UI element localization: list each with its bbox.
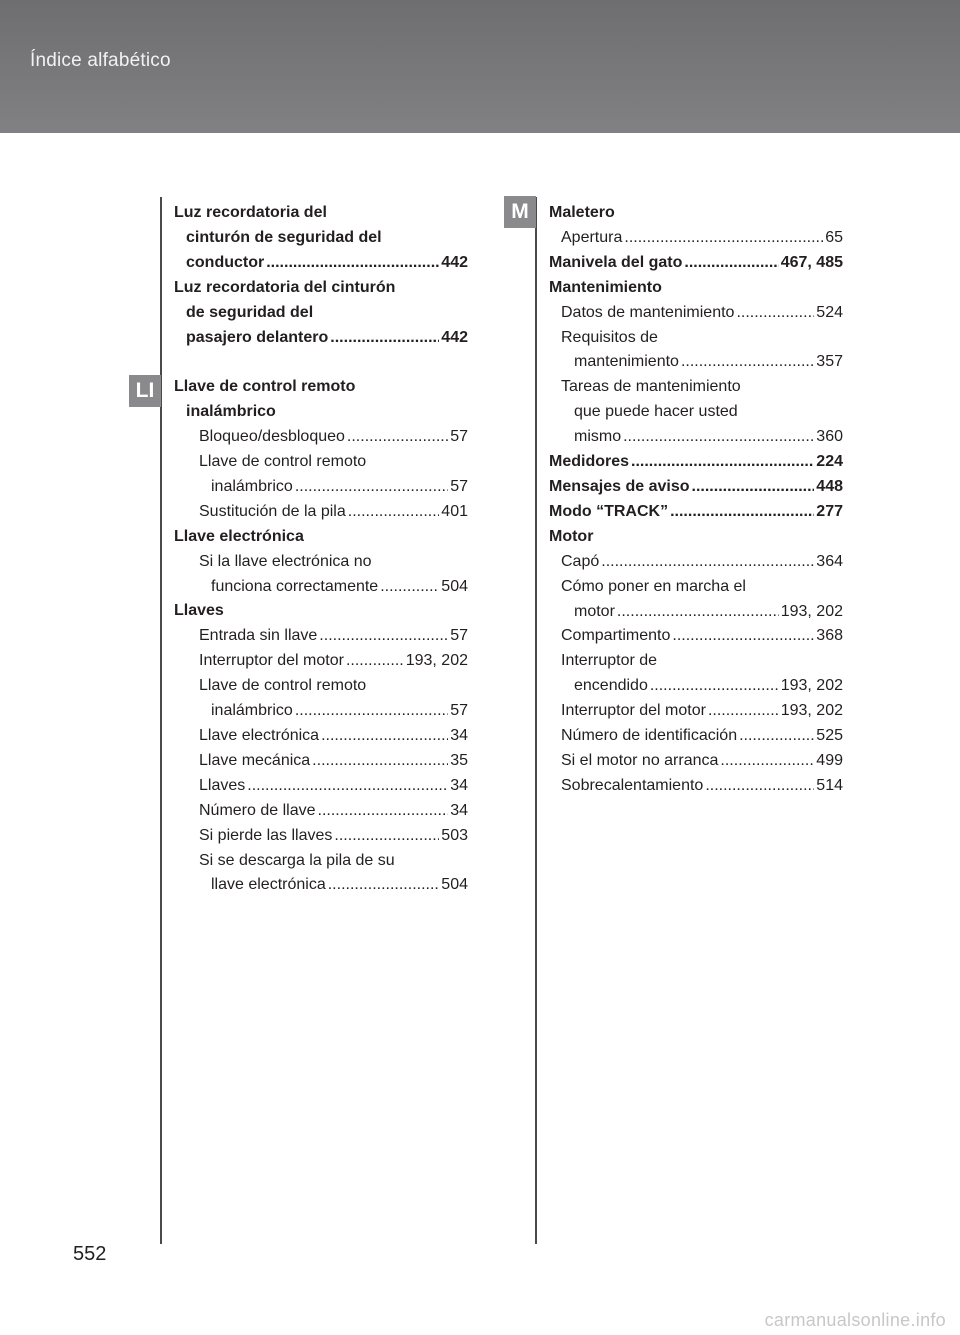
index-entry-page: 514 <box>816 776 843 794</box>
index-entry <box>549 550 843 575</box>
index-entry-page: 499 <box>816 751 843 769</box>
index-entry-leader <box>318 799 449 824</box>
index-entry-term: Compartimento <box>561 627 671 645</box>
index-entry-leader <box>720 749 814 774</box>
index-entry-leader <box>319 624 448 649</box>
index-entry <box>549 251 843 276</box>
index-entry-leader <box>736 301 814 326</box>
index-entry <box>174 624 468 649</box>
index-entry-leader <box>631 450 814 475</box>
index-column-left <box>174 201 468 898</box>
index-entry-page: 442 <box>441 328 468 346</box>
index-entry-leader <box>684 251 778 276</box>
index-entry <box>174 475 468 500</box>
index-entry-term: Manivela del gato <box>549 253 683 271</box>
page-number: 552 <box>73 1243 107 1265</box>
index-entry-term: funciona correctamente <box>211 577 379 595</box>
index-entry: Tareas de mantenimiento <box>561 378 741 396</box>
index-entry <box>174 699 468 724</box>
index-entry: Si se descarga la pila de su <box>199 851 395 869</box>
index-entry-term: motor <box>574 602 615 620</box>
index-entry-leader <box>348 500 440 525</box>
index-entry-term: Capó <box>561 552 600 570</box>
index-entry-term: Llaves <box>199 776 246 794</box>
index-entry: de seguridad del <box>186 303 314 321</box>
index-entry-leader <box>347 425 448 450</box>
index-entry-leader <box>601 550 814 575</box>
index-entry-term: mismo <box>574 428 622 446</box>
index-spacer <box>174 350 468 375</box>
index-entry <box>174 749 468 774</box>
index-entry-term: Interruptor del motor <box>199 652 344 670</box>
index-entry-page: 448 <box>816 477 843 495</box>
index-entry <box>549 350 843 375</box>
index-entry-term: inalámbrico <box>211 477 293 495</box>
index-entry-page: 368 <box>816 627 843 645</box>
index-entry-term: pasajero delantero <box>186 328 329 346</box>
index-entry-term: Interruptor del motor <box>561 702 706 720</box>
index-entry-term: Si pierde las llaves <box>199 826 333 844</box>
index-entry-term: Datos de mantenimiento <box>561 303 735 321</box>
index-entry: Interruptor de <box>561 652 658 670</box>
index-entry: Cómo poner en marcha el <box>561 577 746 595</box>
watermark: carmanualsonline.info <box>764 1310 946 1330</box>
index-entry-term: llave electrónica <box>211 876 326 894</box>
index-entry-leader <box>247 774 448 799</box>
index-entry-term: mantenimiento <box>574 353 679 371</box>
index-entry-page: 193, 202 <box>780 677 843 695</box>
index-entry-leader <box>617 600 779 625</box>
index-entry-leader <box>266 251 439 276</box>
index-entry-page: 193, 202 <box>405 652 468 670</box>
index-entry <box>174 500 468 525</box>
index-entry <box>174 649 468 674</box>
index-entry <box>549 301 843 326</box>
index-entry <box>549 724 843 749</box>
index-entry-term: Sobrecalentamiento <box>561 776 704 794</box>
index-entry-page: 504 <box>441 876 468 894</box>
index-entry-term: Mensajes de aviso <box>549 477 690 495</box>
index-entry-term: Bloqueo/desbloqueo <box>199 428 345 446</box>
index-entry <box>174 774 468 799</box>
header-title: Índice alfabético <box>30 50 171 71</box>
index-entry-page: 525 <box>816 727 843 745</box>
index-entry-page: 524 <box>816 303 843 321</box>
index-entry-page: 193, 202 <box>780 602 843 620</box>
index-entry <box>549 425 843 450</box>
index-entry <box>174 824 468 849</box>
index-entry <box>174 251 468 276</box>
index-entry-leader <box>380 575 439 600</box>
index-entry <box>549 450 843 475</box>
index-entry-leader <box>295 699 448 724</box>
index-entry-leader <box>672 624 814 649</box>
index-entry-page: 57 <box>450 428 468 446</box>
index-column-right <box>549 201 843 799</box>
index-entry-leader <box>321 724 448 749</box>
index-entry: inalámbrico <box>186 403 276 421</box>
index-entry <box>549 674 843 699</box>
index-entry-page: 364 <box>816 552 843 570</box>
index-entry-leader <box>312 749 448 774</box>
index-entry <box>174 575 468 600</box>
index-entry-term: conductor <box>186 253 265 271</box>
index-entry: Mantenimiento <box>549 278 662 296</box>
index-entry-term: Entrada sin llave <box>199 627 318 645</box>
index-entry: Maletero <box>549 204 615 221</box>
index-entry-leader <box>334 824 439 849</box>
index-entry <box>549 774 843 799</box>
index-entry-leader <box>623 425 814 450</box>
index-entry-page: 34 <box>450 801 468 819</box>
index-entry-leader <box>705 774 814 799</box>
index-entry-term: Llave electrónica <box>199 727 320 745</box>
section-tab-m: M <box>504 196 536 228</box>
index-entry-leader <box>328 873 440 898</box>
index-entry-page: 34 <box>450 776 468 794</box>
index-entry: Luz recordatoria del cinturón <box>174 278 396 296</box>
index-entry-term: inalámbrico <box>211 702 293 720</box>
page-header <box>0 0 960 133</box>
index-entry <box>549 226 843 251</box>
index-entry <box>549 624 843 649</box>
index-entry: que puede hacer usted <box>574 403 738 421</box>
index-entry-leader <box>330 326 439 351</box>
index-entry-page: 277 <box>816 502 843 520</box>
index-entry <box>174 326 468 351</box>
index-entry-leader <box>346 649 404 674</box>
index-entry-term: Número de identificación <box>561 727 738 745</box>
index-entry-term: Apertura <box>561 228 623 246</box>
index-entry <box>174 724 468 749</box>
index-entry-page: 224 <box>816 453 843 471</box>
index-entry-page: 193, 202 <box>780 702 843 720</box>
index-entry-page: 503 <box>441 826 468 844</box>
index-entry-term: Modo “TRACK” <box>549 502 669 520</box>
index-entry-term: Sustitución de la pila <box>199 502 346 520</box>
index-entry <box>549 475 843 500</box>
index-entry-term: encendido <box>574 677 648 695</box>
index-entry-page: 35 <box>450 751 468 769</box>
index-entry <box>549 749 843 774</box>
index-entry-page: 57 <box>450 477 468 495</box>
index-entry-page: 504 <box>441 577 468 595</box>
index-entry-page: 467, 485 <box>780 253 843 271</box>
index-entry-page: 357 <box>816 353 843 371</box>
index-entry: Llave de control remoto <box>199 677 367 695</box>
index-entry-page: 57 <box>450 627 468 645</box>
index-entry-leader <box>624 226 823 251</box>
index-entry-term: Si el motor no arranca <box>561 751 719 769</box>
index-entry-page: 360 <box>816 428 843 446</box>
index-entry <box>174 799 468 824</box>
index-entry-leader <box>708 699 779 724</box>
index-entry-page: 65 <box>825 228 843 246</box>
index-entry: cinturón de seguridad del <box>186 228 382 246</box>
section-tab-li: LI <box>129 375 161 407</box>
index-entry-term: Medidores <box>549 453 630 471</box>
index-entry <box>174 425 468 450</box>
index-entry-leader <box>650 674 779 699</box>
index-entry: Luz recordatoria del <box>174 204 327 221</box>
index-entry: Llave de control remoto <box>199 453 367 471</box>
column-divider-left <box>160 197 162 1244</box>
index-entry: Llave electrónica <box>174 527 304 545</box>
index-entry-term: Número de llave <box>199 801 316 819</box>
index-entry: Requisitos de <box>561 328 658 346</box>
index-entry <box>549 500 843 525</box>
index-entry-leader <box>670 500 814 525</box>
index-entry <box>174 873 468 898</box>
index-entry: Llave de control remoto <box>174 378 356 396</box>
index-entry <box>549 699 843 724</box>
index-entry: Motor <box>549 527 594 545</box>
index-entry-term: Llave mecánica <box>199 751 311 769</box>
index-entry-leader <box>692 475 815 500</box>
index-entry: Llaves <box>174 602 224 620</box>
index-entry <box>549 600 843 625</box>
index-entry-page: 401 <box>441 502 468 520</box>
index-entry-leader <box>295 475 448 500</box>
index-entry-page: 57 <box>450 702 468 720</box>
index-entry-page: 34 <box>450 727 468 745</box>
index-entry: Si la llave electrónica no <box>199 552 372 570</box>
column-divider-right <box>535 197 537 1244</box>
index-entry-leader <box>739 724 814 749</box>
index-entry-leader <box>681 350 814 375</box>
index-entry-page: 442 <box>441 253 468 271</box>
